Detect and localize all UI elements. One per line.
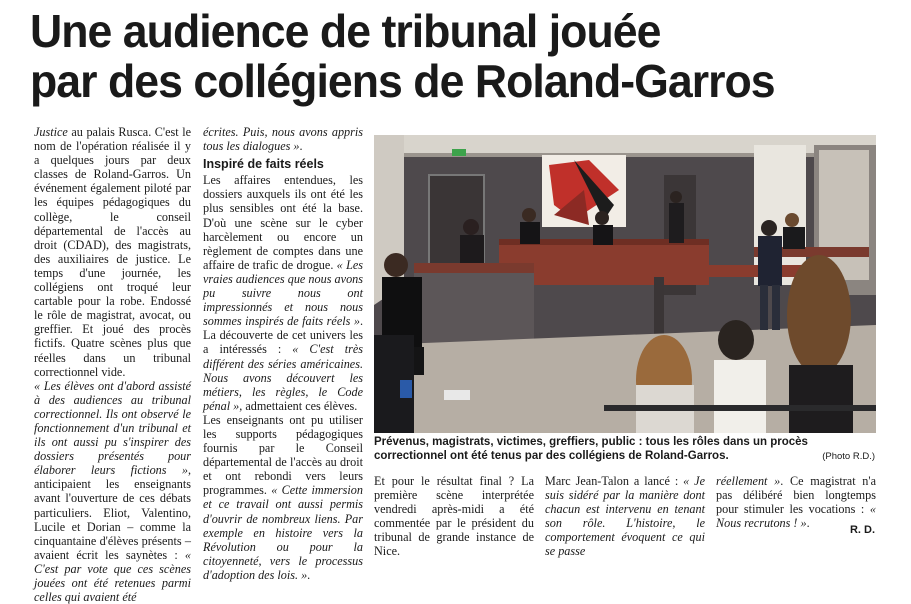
text: . Ce magistrat n'a pas délibéré bien longtemps pour stimuler les vocations : [716, 474, 877, 517]
headline-line-1: Une audience de tribunal jouée [30, 5, 661, 57]
quote: « Cette immersion et ce travail ont aussi permis d'ouvrir de nombreux liens. Par exemple en histoire vers la Révolution ou pour la citoyenneté, vers le processus d'adoption des lois. » [203, 483, 363, 582]
text: au palais Rusca. C'est le nom de l'opération réalisée il y a quelques jours par deux classes de Roland-Garros. Un événement également piloté par les équipes pédagogiques du collège, le conseil départemental de l'accès au droit (CDAD), des magistrats, des auxiliaires de justice. Le temps d'une journée, les collégiens ont troqué leur cartable pour la robe. Endossé le rôle de magistrat, avocat, ou greffier. Et joué des procès fictifs. Quatre scènes plus que réelles dans un tribunal correctionnel vide. [34, 125, 191, 379]
article-column-3 [374, 474, 534, 559]
photo-caption: Prévenus, magistrats, victimes, greffiers, public : tous les rôles dans un procès correctionnel ont été tenus par des collégiens de Roland-Garros. [374, 436, 808, 462]
paragraph [203, 173, 363, 413]
headline-line-2: par des collégiens de Roland-Garros [30, 55, 775, 107]
paragraph [545, 474, 705, 559]
quote: « Nous recrutons ! » [716, 502, 876, 531]
quote: « Les vraies audiences que nous avons pu suivre nous ont impressionnés et nous nous sommes inspirés de faits réels » [203, 257, 363, 329]
quote: « Je suis sidéré par la manière dont chacun est intervenu en tenant son rôle. L'histoire, le comportement évoquent ce qui se passe [545, 474, 705, 559]
text: , anticipaient les enseignants avant l'ouverture de ces débats particuliers. Eliot, Valentino, Lucile et Dorian – comme la cinquantaine d'élèves présents – avaient écrit les saynètes : [34, 463, 191, 562]
article-column-2 [203, 125, 363, 582]
signature: R. D. [849, 524, 875, 536]
paragraph [34, 125, 191, 379]
text: Marc Jean-Talon a lancé : [545, 474, 684, 488]
quote: « Les élèves ont d'abord assisté à des audiences au tribunal correctionnel. Ils ont observé le fonctionnement d'un tribunal et ils ont aussi pu s'inspirer des dossiers présentés pour élaborer leurs fictions » [34, 378, 191, 478]
article-column-4 [545, 474, 705, 559]
text: . [299, 139, 303, 154]
article-column-5 [716, 474, 876, 530]
text: Les enseignants ont pu utiliser les supports pédagogiques fournis par le Conseil départemental de l'accès au droit et ont rebondi vers leurs programmes. [203, 412, 363, 498]
text: . [806, 516, 810, 531]
article-column-1 [34, 125, 191, 604]
text: Les affaires entendues, les dossiers auxquels ils ont été les plus sensibles ont été la base. D'où une scène sur le cyber harcèlement ou encore un règlement de comptes dans une affaire de trafic de drogue. [203, 173, 363, 272]
paragraph [203, 413, 363, 582]
text: . La découverte de cet univers les a intéressés : [203, 314, 363, 357]
quote: « C'est par vote que ces scènes jouées ont été retenues parmi celles qui avaient été [34, 547, 191, 604]
courtroom-photo [374, 135, 876, 433]
paragraph: Et pour le résultat final ? La première scène interprétée vendredi après-midi a été commentée par le président du tribunal de grande instance de Nice. [374, 474, 534, 559]
lead-word: Justice [34, 125, 68, 139]
courtroom-photo-illustration [374, 135, 876, 433]
text: . [307, 567, 311, 582]
paragraph [716, 474, 876, 530]
quote: « C'est très différent des séries américaines. Nous avons découvert les métiers, les règles, le Code pénal » [203, 342, 363, 413]
quote: écrites. Puis, nous avons appris tous les dialogues » [203, 125, 363, 154]
subheading: Inspiré de faits réels [203, 157, 324, 172]
text: , admettaient ces élèves. [239, 398, 358, 413]
headline [30, 6, 874, 106]
paragraph [34, 379, 191, 604]
photo-credit: (Photo R.D.) [822, 451, 875, 462]
quote: réellement » [716, 474, 781, 488]
paragraph [203, 125, 363, 153]
